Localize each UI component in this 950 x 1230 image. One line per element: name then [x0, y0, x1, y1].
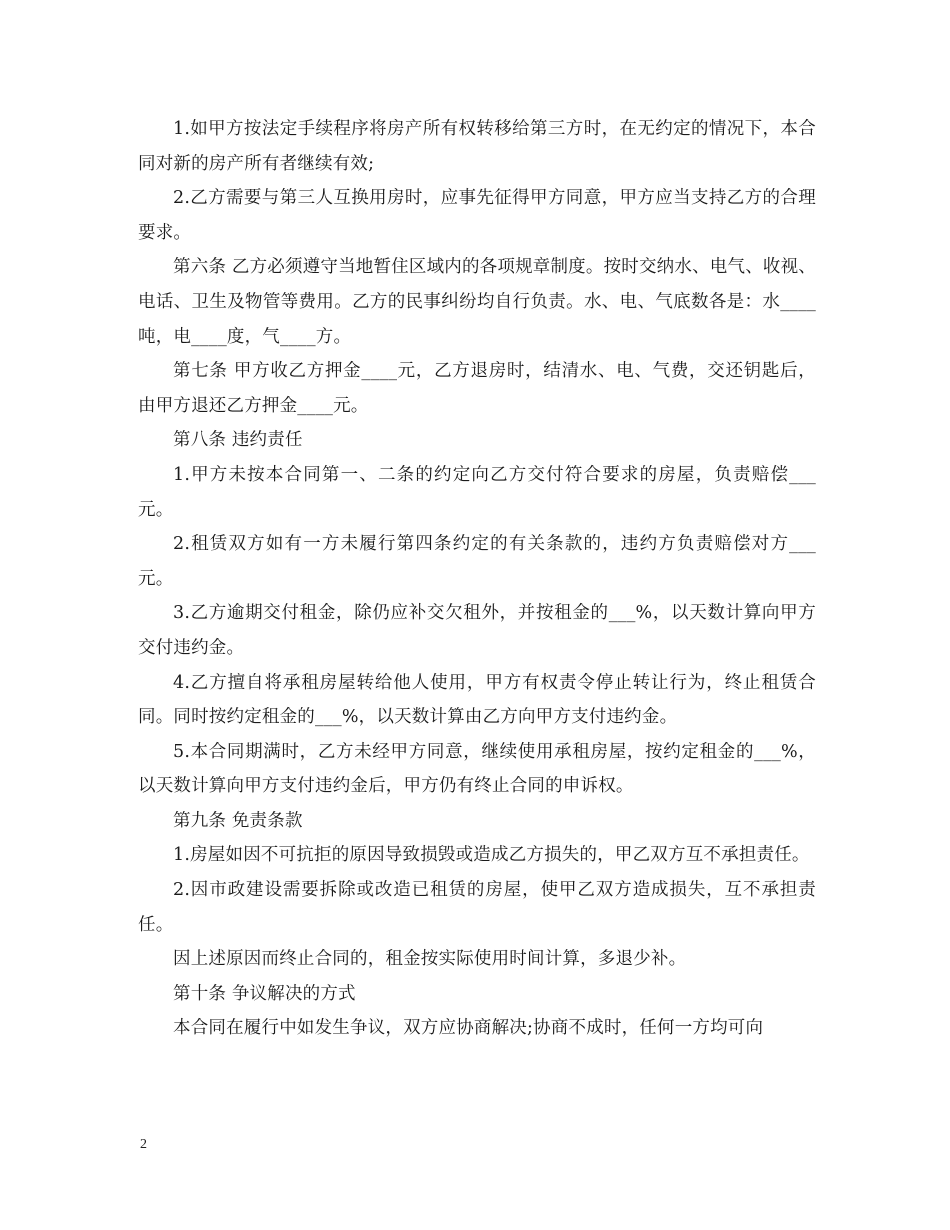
- paragraph-exemption-1: 1.房屋如因不可抗拒的原因导致损毁或造成乙方损失的，甲乙双方互不承担责任。: [173, 845, 810, 866]
- paragraph-dispute: 本合同在履行中如发生争议，双方应协商解决;协商不成时，任何一方均可向: [173, 1018, 764, 1039]
- paragraph-exemption-rent: 因上述原因而终止合同的，租金按实际使用时间计算，多退少补。: [173, 949, 687, 970]
- paragraph-room-exchange: 2.乙方需要与第三人互换用房时，应事先征得甲方同意，甲方应当支持乙方的合理要求。: [138, 188, 816, 243]
- paragraph-breach-3: 3.乙方逾期交付租金，除仍应补交欠租外，并按租金的___%，以天数计算向甲方交付违约金。: [138, 603, 816, 658]
- paragraph-breach-5: 5.本合同期满时，乙方未经甲方同意，继续使用承租房屋，按约定租金的___%，以天数计算向甲方支付违约金后，甲方仍有终止合同的申诉权。: [138, 741, 816, 797]
- paragraph-ownership-transfer: 1.如甲方按法定手续程序将房产所有权转移给第三方时，在无约定的情况下，本合同对新的房产所有者继续有效;: [138, 119, 816, 174]
- paragraph-article-7: 第七条 甲方收乙方押金____元，乙方退房时，结清水、电、气费，交还钥匙后，由甲方退还乙方押金____元。: [138, 361, 816, 416]
- document-body: [138, 112, 816, 1046]
- paragraph-breach-4: 4.乙方擅自将承租房屋转给他人使用，甲方有权责令停止转让行为，终止租赁合同。同时按约定租金的___%，以天数计算由乙方向甲方支付违约金。: [138, 672, 816, 728]
- heading-article-9: 第九条 免责条款: [173, 810, 303, 831]
- page-number: 2: [140, 1137, 147, 1152]
- paragraph-breach-1: 1.甲方未按本合同第一、二条的约定向乙方交付符合要求的房屋，负责赔偿___元。: [138, 464, 816, 520]
- heading-article-8: 第八条 违约责任: [173, 430, 303, 451]
- paragraph-article-6: 第六条 乙方必须遵守当地暂住区域内的各项规章制度。按时交纳水、电气、收视、电话、卫生及物管等费用。乙方的民事纠纷均自行负责。水、电、气底数各是：水____吨，电____度，气____方。: [138, 257, 816, 347]
- heading-article-10: 第十条 争议解决的方式: [173, 983, 356, 1004]
- paragraph-breach-2: 2.租赁双方如有一方未履行第四条约定的有关条款的，违约方负责赔偿对方___元。: [138, 534, 816, 589]
- paragraph-exemption-2: 2.因市政建设需要拆除或改造已租赁的房屋，使甲乙双方造成损失，互不承担责任。: [138, 880, 816, 935]
